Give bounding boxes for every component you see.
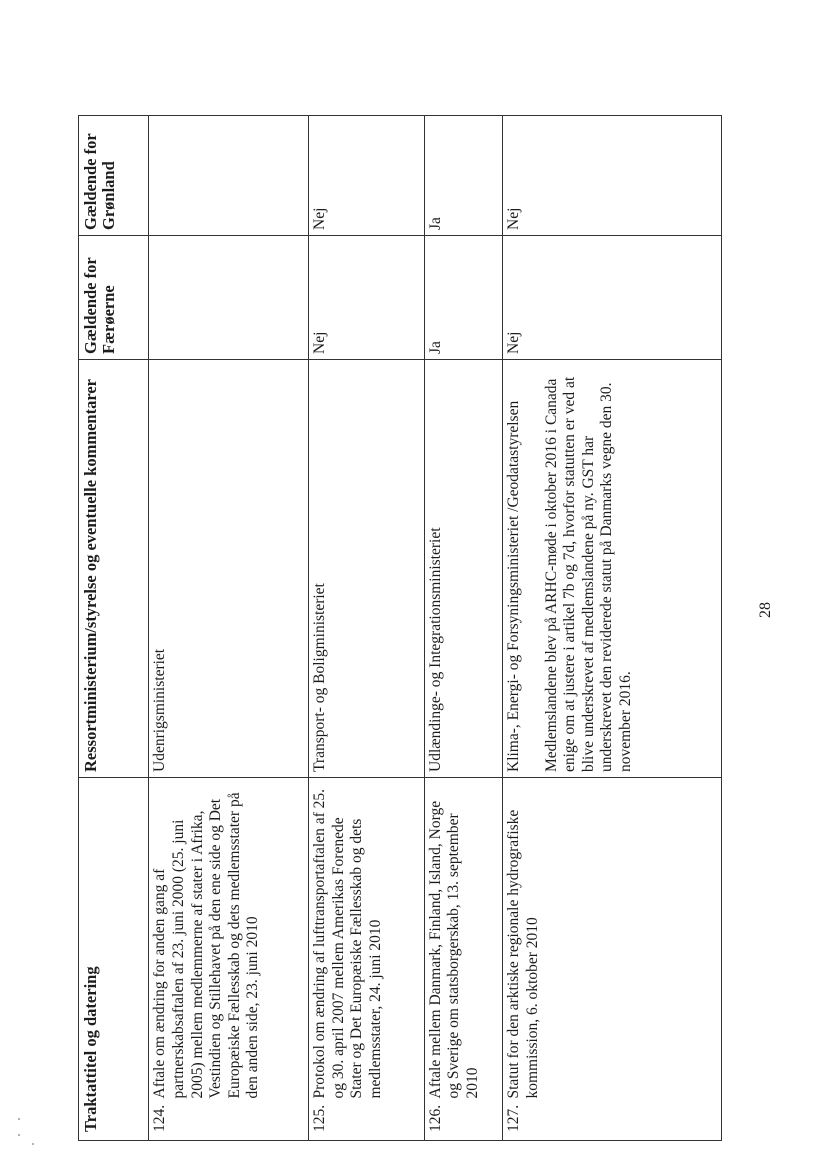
greenland-cell: Nej bbox=[502, 116, 721, 236]
ministry-name: Udlændinge- og Integrationsministeriet bbox=[426, 527, 444, 772]
header-greenland: Gældende for Grønland bbox=[79, 116, 149, 236]
scan-speck bbox=[32, 1143, 34, 1145]
table-row bbox=[424, 116, 502, 1141]
ministry-name: Transport- og Boligministeriet bbox=[311, 583, 329, 772]
ministry-cell bbox=[149, 360, 309, 778]
row-number: 124. bbox=[149, 1099, 309, 1141]
faroe-cell: Nej bbox=[309, 236, 425, 360]
row-number: 127. bbox=[502, 1099, 721, 1141]
ministry-comment: Medlemslandene blev på ARHC-møde i oktober 2016 i Canada enige om at justere i artikel 7b og 7d, hvorfor statutten er ved at blive underskrevet af medlemslandene på ny. GST har underskrevet den reviderede statut på Danmarks vegne den 30. november 2016. bbox=[542, 376, 634, 772]
ministry-cell bbox=[424, 360, 502, 778]
ministry-name: Klima-, Energi- og Forsyningsministeriet /Geodatastyrelsen bbox=[504, 400, 522, 772]
row-number: 126. bbox=[424, 1099, 502, 1141]
table-header-row bbox=[79, 116, 149, 1141]
treaty-table bbox=[78, 115, 722, 1141]
treaty-title: Aftale om ændring for anden gang af partnerskabsaftalen af 23. juni 2000 (25. juni 2005) mellem medlemmerne af stater i Afrika, Vestindien og Stillehavet på den ene side og Det Europæiske Fællesskab og dets medlemsstater på den anden side, 23. juni 2010 bbox=[149, 778, 309, 1099]
ministry-cell bbox=[309, 360, 425, 778]
page-number: 28 bbox=[757, 602, 774, 618]
faroe-cell: Ja bbox=[424, 236, 502, 360]
table-row bbox=[309, 116, 425, 1141]
header-title: Traktattitel og datering bbox=[79, 778, 149, 1141]
scan-speck bbox=[18, 1118, 20, 1120]
treaty-title: Statut for den arktiske regionale hydrografiske kommission, 6. oktober 2010 bbox=[502, 778, 721, 1099]
header-ministry: Ressortministerium/styrelse og eventuelle kommentarer bbox=[79, 360, 149, 778]
ministry-cell bbox=[502, 360, 721, 778]
greenland-cell: Ja bbox=[424, 116, 502, 236]
header-faroe: Gældende for Færøerne bbox=[79, 236, 149, 360]
table-row bbox=[502, 116, 721, 1141]
faroe-cell bbox=[149, 236, 309, 360]
treaty-table-rotated bbox=[78, 116, 722, 1141]
ministry-name: Udenrigsministeriet bbox=[151, 648, 169, 772]
table-row bbox=[149, 116, 309, 1141]
greenland-cell bbox=[149, 116, 309, 236]
faroe-cell: Nej bbox=[502, 236, 721, 360]
treaty-title: Protokol om ændring af lufttransportaftalen af 25. og 30. april 2007 mellem Amerikas Forenede Stater og Det Europæiske Fællesskab og dets medlemsstater, 24. juni 2010 bbox=[309, 778, 425, 1099]
treaty-title: Aftale mellem Danmark, Finland, Island, Norge og Sverige om statsborgerskab, 13. september 2010 bbox=[424, 778, 502, 1099]
scan-speck bbox=[18, 1134, 20, 1136]
greenland-cell: Nej bbox=[309, 116, 425, 236]
row-number: 125. bbox=[309, 1099, 425, 1141]
